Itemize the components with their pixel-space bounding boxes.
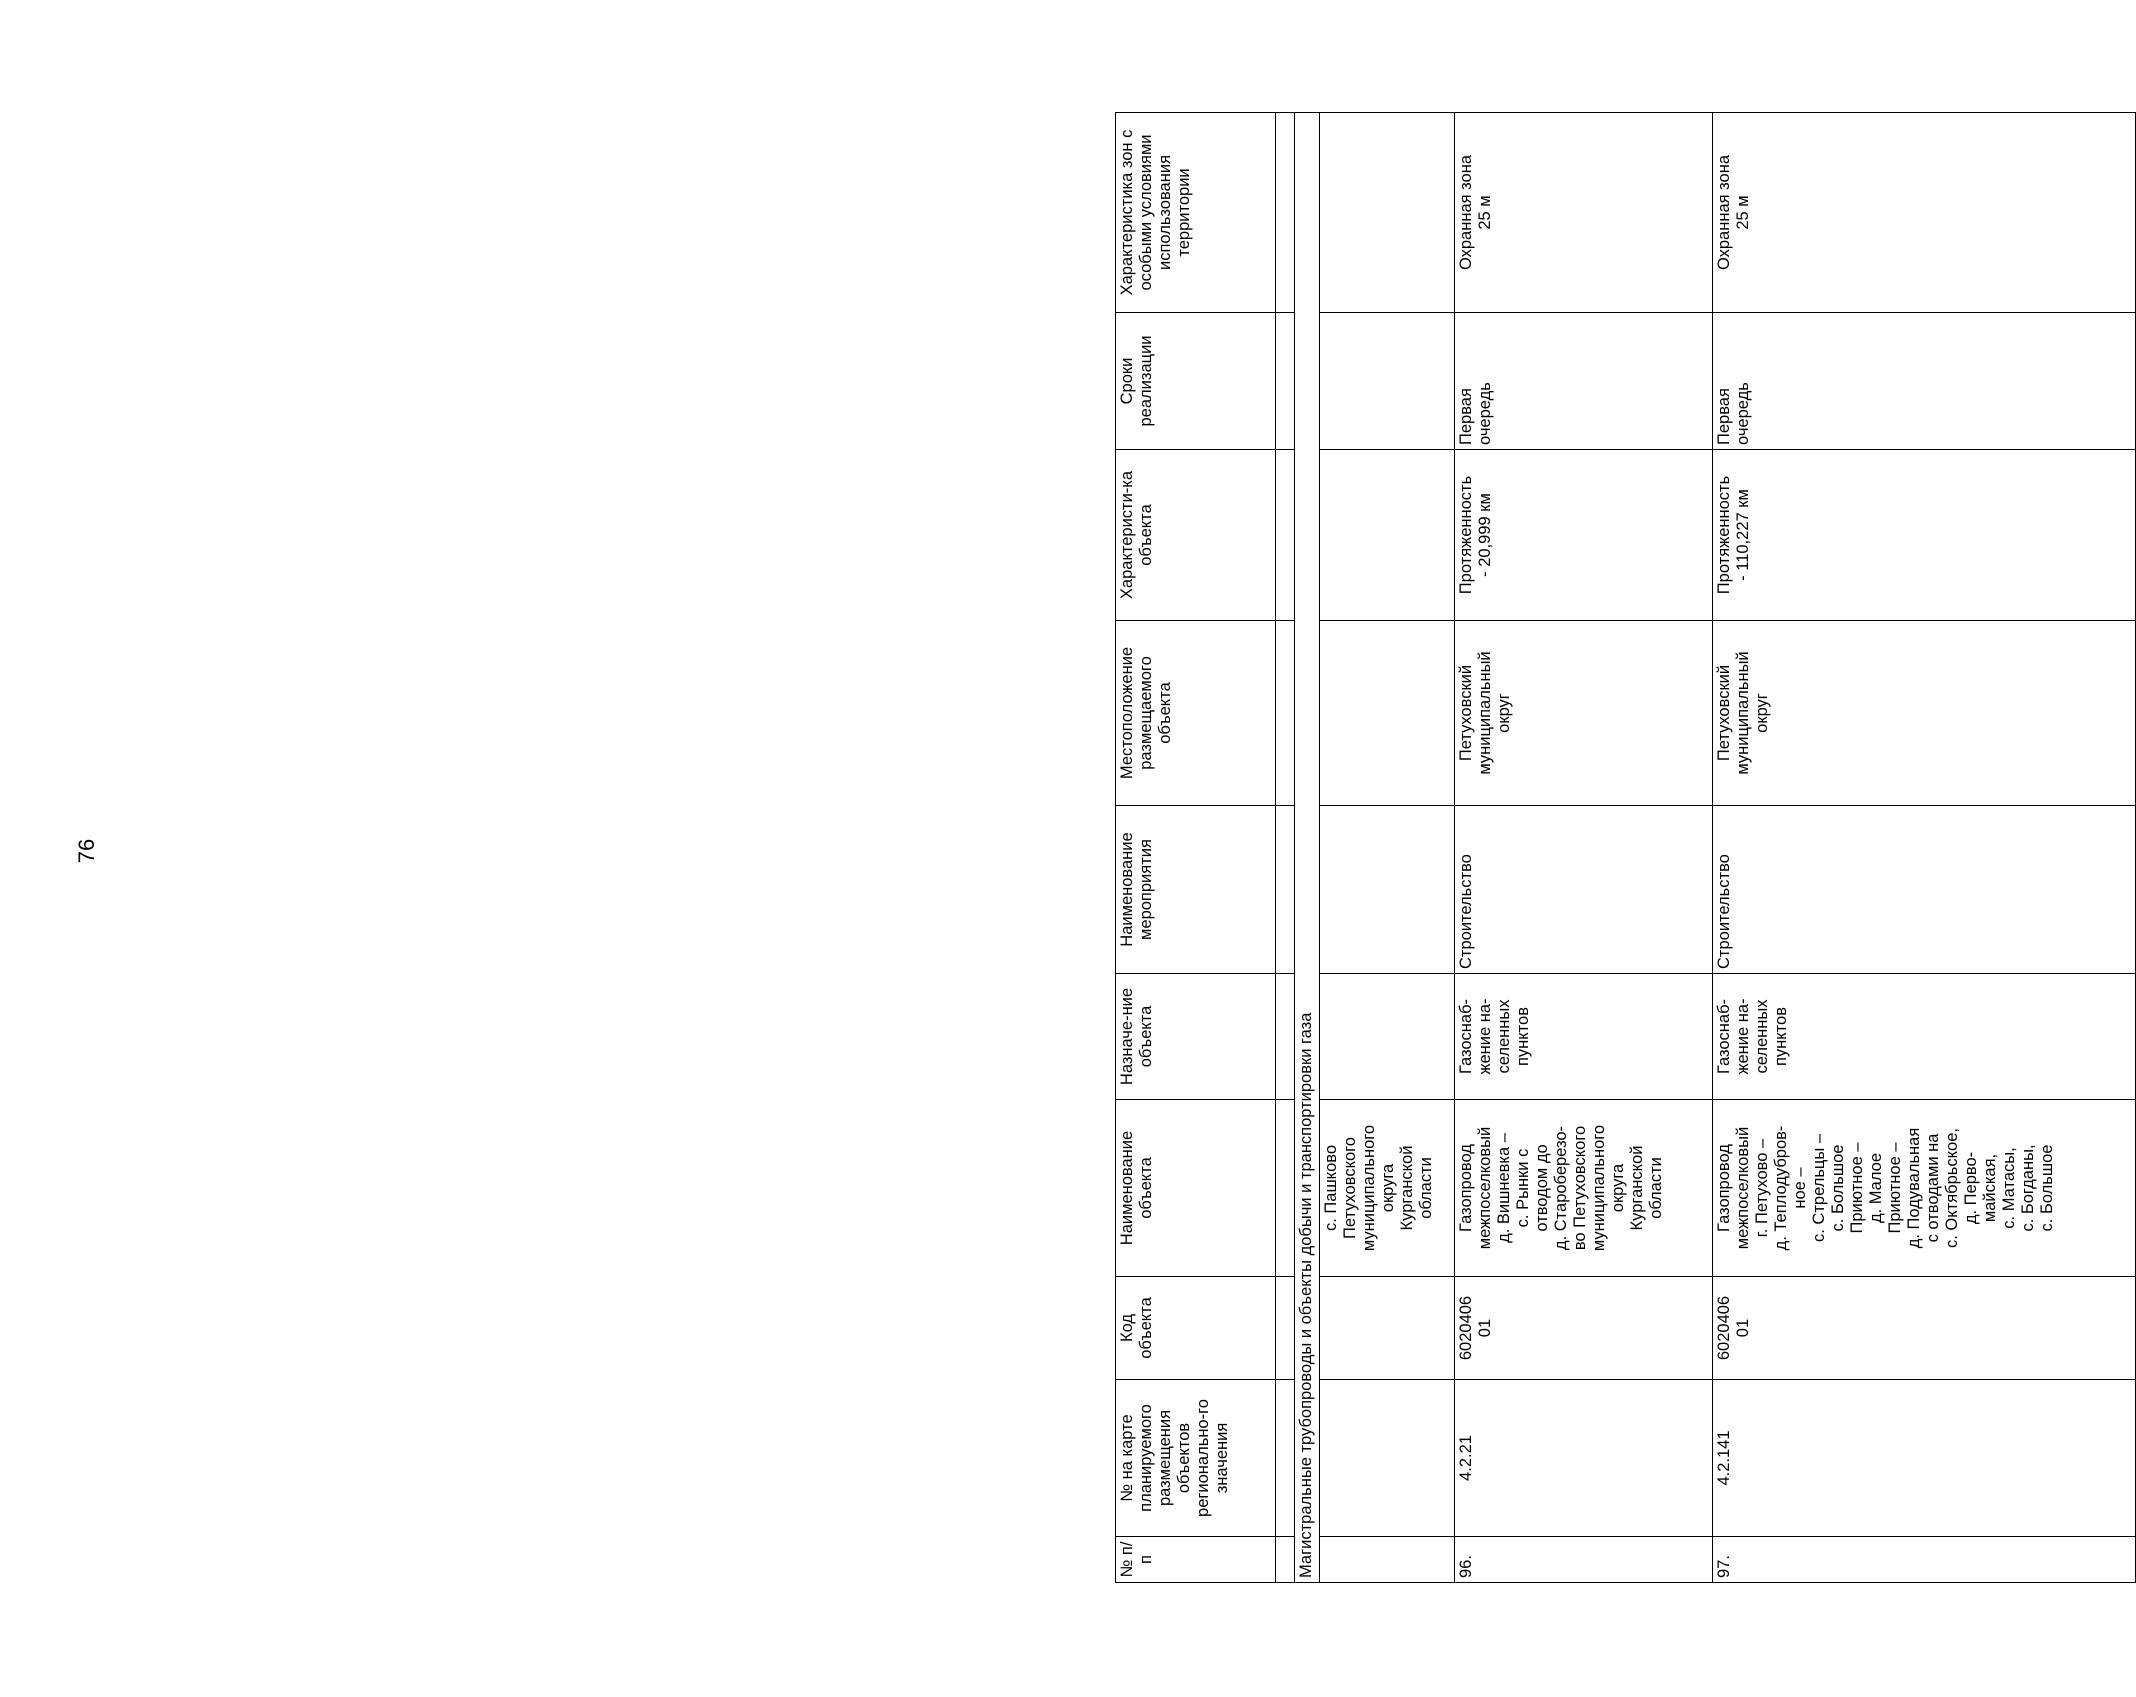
cell-map-no: 4.2.21 <box>1455 1380 1713 1537</box>
rotated-page-content <box>1115 113 2105 1583</box>
cell-map-no: 4.2.141 <box>1713 1380 2136 1537</box>
header-zones: Характеристика зон с особыми условиями использования территории <box>1116 113 1276 313</box>
cell-zones: Охранная зона 25 м <box>1713 113 2136 313</box>
header-num: № п/п <box>1116 1537 1276 1583</box>
cell-characteristics: Протяженность - 20,999 км <box>1455 450 1713 621</box>
header-terms: Сроки реализации <box>1116 313 1276 450</box>
header-characteristics: Характеристи-ка объекта <box>1116 450 1276 621</box>
cell-num: 96. <box>1455 1537 1713 1583</box>
table-row <box>1713 113 2136 1583</box>
header-event: Наименование мероприятия <box>1116 806 1276 974</box>
objects-table <box>1115 112 2136 1583</box>
table-row <box>1320 113 1455 1583</box>
cell-zones: Охранная зона 25 м <box>1455 113 1713 313</box>
cell-name: с. Пашково Петуховского муниципального округа Курганской области <box>1320 1100 1455 1277</box>
cell-location: Петуховский муниципальный округ <box>1713 621 2136 806</box>
cell-terms: Первая очередь <box>1455 313 1713 450</box>
cell-num: 97. <box>1713 1537 2136 1583</box>
column-numbering-row <box>1276 113 1295 1583</box>
cell-name: Газопровод межпоселковый г. Петухово – д. Теплодубров- ное – с. Стрельцы – с. Большое Приютное – д. Малое Приютное – д. Подувальная с отводами на с. Октябрьское, д. Перво- майская, с. Матасы, с. Богданы, с. Большое <box>1713 1100 2136 1277</box>
cell-name: Газопровод межпоселковый д. Вишневка – с. Рынки с отводом до д. Староберезо- во Петуховского муниципального округа Курганской области <box>1455 1100 1713 1277</box>
cell-code: 6020406 01 <box>1455 1277 1713 1380</box>
cell-event: Строительство <box>1713 806 2136 974</box>
header-code: Код объекта <box>1116 1277 1276 1380</box>
cell-terms: Первая очередь <box>1713 313 2136 450</box>
cell-characteristics: Протяженность - 110,227 км <box>1713 450 2136 621</box>
page-number: 76 <box>74 838 99 864</box>
cell-code: 6020406 01 <box>1713 1277 2136 1380</box>
cell-purpose: Газоснаб- жение на- селенных пунктов <box>1713 974 2136 1100</box>
header-purpose: Назначе-ние объекта <box>1116 974 1276 1100</box>
section-title: Магистральные трубопроводы и объекты добычи и транспортировки газа <box>1295 113 1320 1583</box>
header-map-no: № на карте планируемого размещения объектов регионально-го значения <box>1116 1380 1276 1537</box>
table-header-row <box>1116 113 1276 1583</box>
cell-event: Строительство <box>1455 806 1713 974</box>
header-name: Наименование объекта <box>1116 1100 1276 1277</box>
cell-location: Петуховский муниципальный округ <box>1455 621 1713 806</box>
cell-purpose: Газоснаб- жение на- селенных пунктов <box>1455 974 1713 1100</box>
section-row <box>1295 113 1320 1583</box>
header-location: Местоположение размещаемого объекта <box>1116 621 1276 806</box>
table-row <box>1455 113 1713 1583</box>
